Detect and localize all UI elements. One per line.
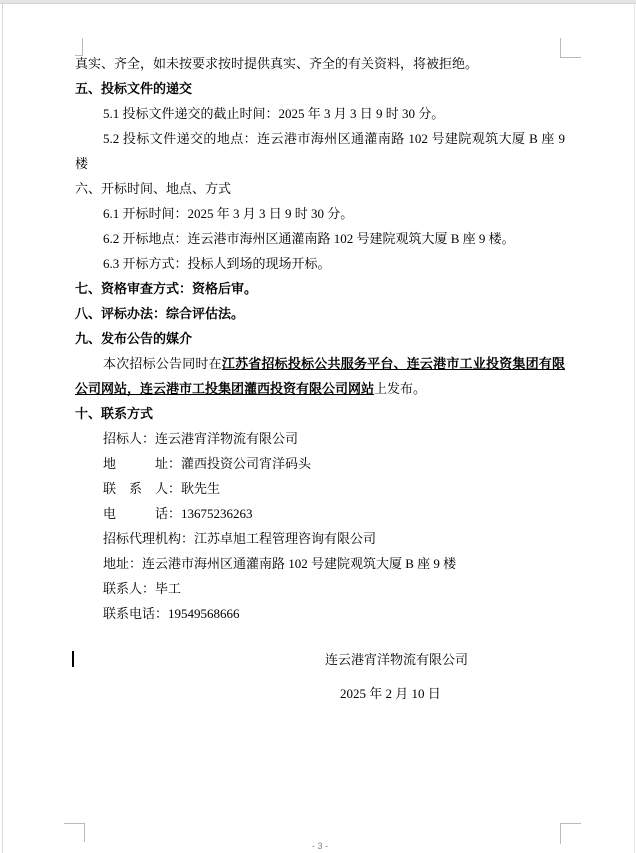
media-platforms-part2: 公司网站，连云港市工投集团灌西投资有限公司网站 <box>75 381 375 396</box>
para-6-1-open-time[interactable]: 6.1 开标时间：2025 年 3 月 3 日 9 时 30 分。 <box>103 206 354 221</box>
heading-section-6[interactable]: 六、开标时间、地点、方式 <box>75 181 232 196</box>
para-5-1-deadline[interactable]: 5.1 投标文件递交的截止时间：2025 年 3 月 3 日 9 时 30 分。 <box>103 106 445 121</box>
para-intro-continuation[interactable]: 真实、齐全，如未按要求按时提供真实、齐全的有关资料，将被拒绝。 <box>75 56 479 71</box>
para-tenderer-address[interactable]: 地 址：灌西投资公司宵洋码头 <box>103 456 312 471</box>
heading-section-9[interactable]: 九、发布公告的媒介 <box>75 331 193 346</box>
page-left-edge <box>2 4 3 853</box>
para-agency-contact[interactable]: 联系人：毕工 <box>103 581 182 596</box>
para-media-line2[interactable] <box>75 376 565 401</box>
para-tenderer-phone[interactable]: 电 话：13675236263 <box>103 506 253 521</box>
text-cursor <box>72 651 74 667</box>
media-platforms-part1: 江苏省招标投标公共服务平台、连云港市工业投资集团有限 <box>221 356 565 371</box>
margin-mark-bottom-left <box>64 823 85 842</box>
para-6-3-open-method[interactable]: 6.3 开标方式：投标人到场的现场开标。 <box>103 256 331 271</box>
para-6-2-open-place[interactable]: 6.2 开标地点：连云港市海州区通灌南路 102 号建院观筑大厦 B 座 9 楼。 <box>103 231 515 246</box>
heading-section-10[interactable]: 十、联系方式 <box>75 406 154 421</box>
media-suffix-text: 上发布。 <box>374 381 427 396</box>
para-5-2-place-line2[interactable]: 楼 <box>75 156 89 171</box>
para-5-2-place-line1[interactable]: 5.2 投标文件递交的地点：连云港市海州区通灌南路 102 号建院观筑大厦 B 座 9 <box>103 131 565 146</box>
para-tenderer-contact[interactable]: 联 系 人：耿先生 <box>103 481 221 496</box>
media-prefix-text: 本次招标公告同时在 <box>103 356 222 371</box>
page-separator-band <box>0 0 636 4</box>
page-right-edge <box>634 4 635 853</box>
heading-section-7[interactable]: 七、资格审查方式：资格后审。 <box>75 281 258 296</box>
document-body[interactable] <box>75 51 565 706</box>
heading-section-5[interactable]: 五、投标文件的递交 <box>75 81 193 96</box>
heading-section-8[interactable]: 八、评标办法：综合评估法。 <box>75 306 245 321</box>
para-media-line1[interactable] <box>75 351 565 376</box>
para-agency-address[interactable]: 地址：连云港市海州区通灌南路 102 号建院观筑大厦 B 座 9 楼 <box>103 556 457 571</box>
signature-company[interactable]: 连云港宵洋物流有限公司 <box>325 652 469 667</box>
page-number-footer: - 3 - <box>311 841 328 851</box>
signature-date[interactable]: 2025 年 2 月 10 日 <box>340 686 441 701</box>
para-tenderer[interactable]: 招标人：连云港宵洋物流有限公司 <box>103 431 299 446</box>
para-agency[interactable]: 招标代理机构：江苏卓旭工程管理咨询有限公司 <box>103 531 377 546</box>
para-agency-phone[interactable]: 联系电话：19549568666 <box>103 606 240 621</box>
